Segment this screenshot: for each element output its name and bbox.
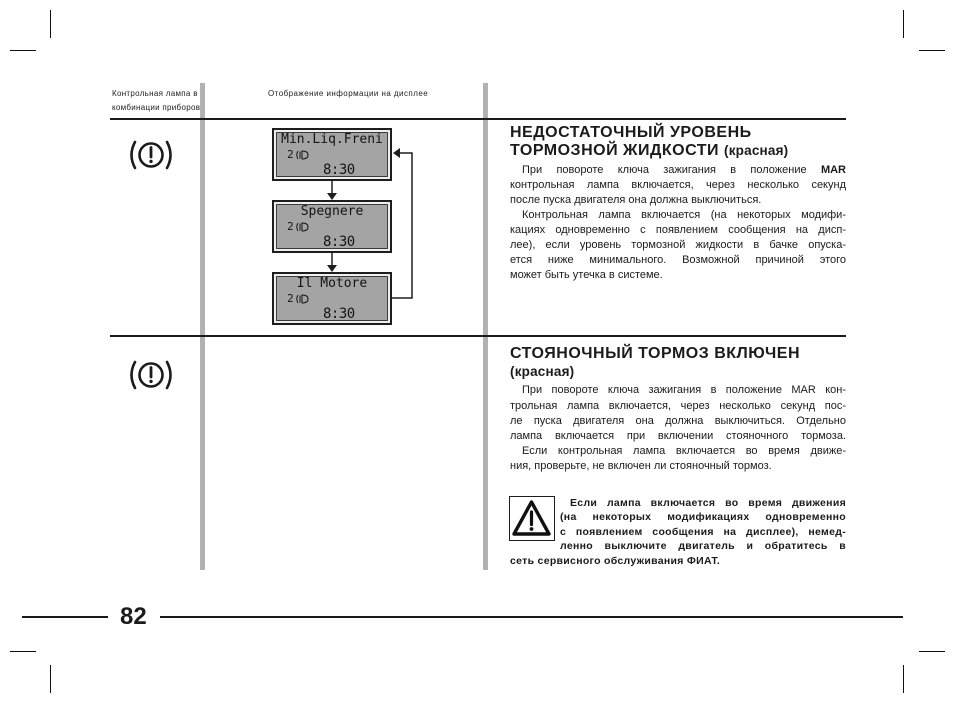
section-2-title-line-1: СТОЯНОЧНЫЙ ТОРМОЗ ВКЛЮЧЕН [510, 345, 800, 362]
lamp-color-note: (красная) [510, 364, 575, 379]
loop-back-line [392, 153, 412, 298]
body-line: кациях одновременно с появлением сообщения на дисп- [510, 224, 846, 236]
display-message: Min.Liq.Freni [281, 132, 383, 147]
arrow-down-head [327, 265, 337, 272]
header-lamp-column-line-1: Контрольная лампа в [112, 89, 198, 98]
headlamp-alignment-icon [295, 150, 309, 160]
key-position-label: MAR [820, 164, 846, 176]
crop-mark-top-right-vertical [903, 10, 904, 38]
body-line: после пуска двигателя она должна выключиться. [510, 194, 762, 206]
crop-mark-bottom-left-vertical [50, 665, 51, 693]
headlamp-alignment-value: 2 [287, 148, 294, 161]
column-separator-right [483, 83, 488, 570]
warning-line: сеть сервисного обслуживания ФИАТ. [510, 554, 721, 567]
display-screen-1 [272, 128, 392, 181]
section-1-title-line-2 [510, 142, 846, 160]
section-1-body [510, 163, 846, 283]
paragraph [510, 208, 846, 283]
crop-mark-top-right-horizontal [919, 50, 945, 51]
paragraph [510, 444, 846, 474]
body-line: лампа включается при включении стояночного тормоза. [510, 429, 846, 442]
body-line: ния, проверьте, не включен ли стояночный тормоз. [510, 460, 772, 473]
brake-warning-lamp-icon [128, 358, 174, 392]
warning-line: Если лампа включается во время движения [570, 496, 846, 509]
display-screen-2 [272, 200, 392, 253]
warning-text [510, 496, 846, 569]
brake-warning-lamp-icon [128, 138, 174, 172]
headlamp-alignment-value: 2 [287, 292, 294, 305]
crop-mark-bottom-left-horizontal [10, 651, 36, 652]
section-1-title-line-1: НЕДОСТАТОЧНЫЙ УРОВЕНЬ [510, 124, 752, 141]
arrow-down-head [327, 193, 337, 200]
display-message: Il Motore [296, 276, 368, 291]
warning-line: (на некоторых модификациях одновременно [560, 511, 846, 524]
crop-mark-bottom-right-horizontal [919, 651, 945, 652]
section-2-body [510, 383, 846, 474]
body-line [510, 163, 846, 178]
display-clock: 8:30 [323, 306, 355, 322]
headlamp-alignment-icon [295, 222, 309, 232]
body-line: ле пуска двигателя она должна выключиться. Отдельно [510, 414, 846, 427]
headlamp-alignment-value: 2 [287, 220, 294, 233]
body-line: Если контрольная лампа включается во время движе- [522, 445, 846, 458]
crop-mark-top-left-horizontal [10, 50, 36, 51]
footer-rule-left [22, 616, 108, 618]
section-2-title-line-2 [510, 363, 846, 381]
display-message: Spegnere [300, 204, 364, 219]
header-lamp-column-line-2: комбинации приборов [112, 103, 201, 112]
lcd-panel [276, 204, 388, 249]
crop-mark-bottom-right-vertical [903, 665, 904, 693]
display-screen-3 [272, 272, 392, 325]
body-line: трольная лампа включается, через несколько секунд пос- [510, 399, 846, 412]
body-line-text: При повороте ключа зажигания в положение [522, 164, 821, 176]
display-clock: 8:30 [323, 234, 355, 250]
header-display-column: Отображение информации на дисплее [268, 89, 429, 98]
lcd-panel [276, 276, 388, 321]
body-line: При повороте ключа зажигания в положение MAR кон- [522, 384, 846, 397]
section-rule-top [110, 118, 846, 120]
footer-rule-right [160, 616, 903, 618]
loop-back-arrow-head [393, 148, 400, 158]
body-line: может быть утечка в системе. [510, 269, 663, 281]
display-clock: 8:30 [323, 162, 355, 178]
crop-mark-top-left-vertical [50, 10, 51, 38]
page-number: 82 [120, 603, 147, 630]
section-1-title-text: ТОРМОЗНОЙ ЖИДКОСТИ [510, 142, 720, 159]
headlamp-alignment-icon [295, 294, 309, 304]
body-line: Контрольная лампа включается (на некоторых модифи- [522, 209, 846, 221]
warning-line: ленно выключите двигатель и обратитесь в [560, 540, 846, 553]
body-line: лее), если уровень тормозной жидкости в бачке опуска- [510, 239, 846, 251]
lamp-color-note: (красная) [724, 143, 789, 158]
section-rule-middle [110, 335, 846, 337]
body-line: ется ниже минимального. Возможной причиной этого [510, 254, 846, 266]
paragraph [510, 163, 846, 208]
body-line: контрольная лампа включается, через несколько секунд [510, 179, 846, 191]
warning-line: с появлением сообщения на дисплее), немед- [560, 525, 846, 538]
paragraph [510, 383, 846, 444]
lcd-panel [276, 132, 388, 177]
column-separator-left [200, 83, 205, 570]
